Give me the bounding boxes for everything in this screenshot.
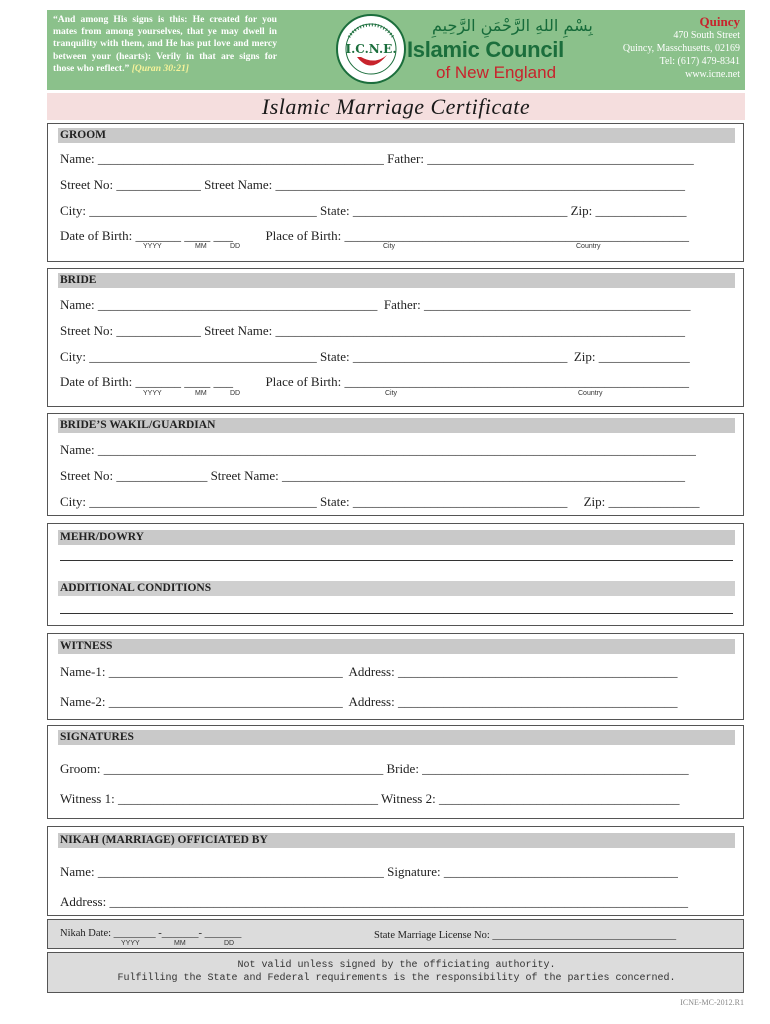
groom-street-field[interactable]: Street No: _____________ Street Name: _______________________________________________________________ — [60, 177, 686, 192]
org-website: www.icne.net — [685, 69, 740, 80]
nikah-yyyy-hint: YYYY — [121, 940, 140, 947]
conditions-input-line[interactable] — [60, 613, 733, 614]
groom-city-hint: City — [383, 243, 396, 250]
bride-heading: BRIDE — [58, 273, 735, 288]
bride-dd-hint: DD — [230, 390, 241, 397]
notice-line2: Fulfilling the State and Federal requirements is the responsibility of the parties concerned. — [117, 973, 676, 984]
org-street: 470 South Street — [673, 30, 740, 41]
bride-name-field[interactable]: Name: ___________________________________________ Father: _________________________________________ — [60, 297, 691, 312]
bride-section — [47, 268, 744, 407]
bride-country-hint: Country — [578, 390, 603, 397]
wakil-heading: BRIDE’S WAKIL/GUARDIAN — [58, 418, 735, 433]
notice-box — [47, 952, 744, 993]
bismillah-text: بِسْمِ اللهِ الرَّحْمَنِ الرَّحِيمِ — [432, 16, 593, 35]
bride-street-field[interactable]: Street No: _____________ Street Name: _______________________________________________________________ — [60, 323, 686, 338]
org-city: Quincy — [699, 14, 740, 29]
form-code: ICNE-MC-2012.R1 — [680, 998, 744, 1007]
title-bar — [47, 93, 745, 120]
mehr-input-line[interactable] — [60, 560, 733, 561]
groom-mm-hint: MM — [195, 243, 207, 250]
org-name-line1: Islamic Council — [407, 37, 564, 62]
groom-birth-field[interactable]: Date of Birth: _______ ____ ___ Place of Birth: _____________________________________________________ — [60, 228, 690, 243]
bride-yyyy-hint: YYYY — [143, 390, 162, 397]
nikah-mm-hint: MM — [174, 940, 186, 947]
groom-bride-signature-field[interactable]: Groom: ___________________________________________ Bride: _________________________________________ — [60, 761, 689, 776]
org-name-line2: of New England — [436, 63, 557, 82]
bride-city-field[interactable]: City: ___________________________________ State: _________________________________ Zip: ______________ — [60, 349, 690, 364]
org-phone: Tel: (617) 479-8341 — [659, 56, 740, 67]
officiated-section — [47, 826, 744, 916]
page-title: Islamic Marriage Certificate — [261, 94, 531, 119]
groom-city-field[interactable]: City: ___________________________________ State: _________________________________ Zip: ______________ — [60, 203, 687, 218]
groom-heading: GROOM — [58, 128, 735, 143]
witness1-field[interactable]: Name-1: ____________________________________ Address: ___________________________________________ — [60, 664, 678, 679]
mehr-section — [47, 523, 744, 626]
nikah-date-box — [47, 919, 744, 949]
officiant-address-field[interactable]: Address: _________________________________________________________________________________________ — [60, 894, 688, 909]
wakil-street-field[interactable]: Street No: ______________ Street Name: ______________________________________________________________ — [60, 468, 686, 483]
conditions-heading: ADDITIONAL CONDITIONS — [58, 581, 735, 596]
groom-dd-hint: DD — [230, 243, 241, 250]
signatures-heading: SIGNATURES — [58, 730, 735, 745]
witness2-field[interactable]: Name-2: ____________________________________ Address: ___________________________________________ — [60, 694, 678, 709]
nikah-date-field[interactable]: Nikah Date: ________ -_______- _______ — [60, 928, 242, 939]
letterhead — [47, 10, 745, 90]
validity-notice — [48, 959, 745, 985]
wakil-section — [47, 413, 744, 516]
witness-signature-field[interactable]: Witness 1: ________________________________________ Witness 2: _____________________________________ — [60, 791, 680, 806]
org-citystate: Quincy, Masschusetts, 02169 — [622, 43, 740, 54]
groom-country-hint: Country — [576, 243, 601, 250]
officiated-heading: NIKAH (MARRIAGE) OFFICIATED BY — [58, 833, 735, 848]
notice-line1: Not valid unless signed by the officiating authority. — [237, 960, 556, 971]
signatures-section — [47, 725, 744, 819]
witness-heading: WITNESS — [58, 639, 735, 654]
quran-quote: “And among His signs is this: He created for you mates from among yourselves, that ye may dwell in tranquility with them, and He has put love and mercy between your (hearts): Verily in that are signs for those who reflect.” [Quran 30:21] — [53, 14, 277, 74]
org-address — [623, 14, 740, 81]
quote-reference: [Quran 30:21] — [131, 62, 190, 74]
bride-mm-hint: MM — [195, 390, 207, 397]
groom-name-field[interactable]: Name: ____________________________________________ Father: _________________________________________ — [60, 151, 694, 166]
bride-birth-field[interactable]: Date of Birth: _______ ____ ___ Place of Birth: _____________________________________________________ — [60, 374, 690, 389]
officiant-name-field[interactable]: Name: ____________________________________________ Signature: ____________________________________ — [60, 864, 678, 879]
groom-section — [47, 123, 744, 262]
witness-section — [47, 633, 744, 720]
nikah-dd-hint: DD — [224, 940, 235, 947]
icne-logo — [335, 13, 407, 85]
logo-text: I.C.N.E. — [345, 42, 397, 56]
wakil-name-field[interactable]: Name: ____________________________________________________________________________________________ — [60, 442, 696, 457]
groom-yyyy-hint: YYYY — [143, 243, 162, 250]
license-number-field[interactable]: State Marriage License No: ___________________________________ — [374, 930, 677, 941]
wakil-city-field[interactable]: City: ___________________________________ State: _________________________________ Zip: ______________ — [60, 494, 700, 509]
bride-city-hint: City — [385, 390, 398, 397]
mehr-heading: MEHR/DOWRY — [58, 530, 735, 545]
